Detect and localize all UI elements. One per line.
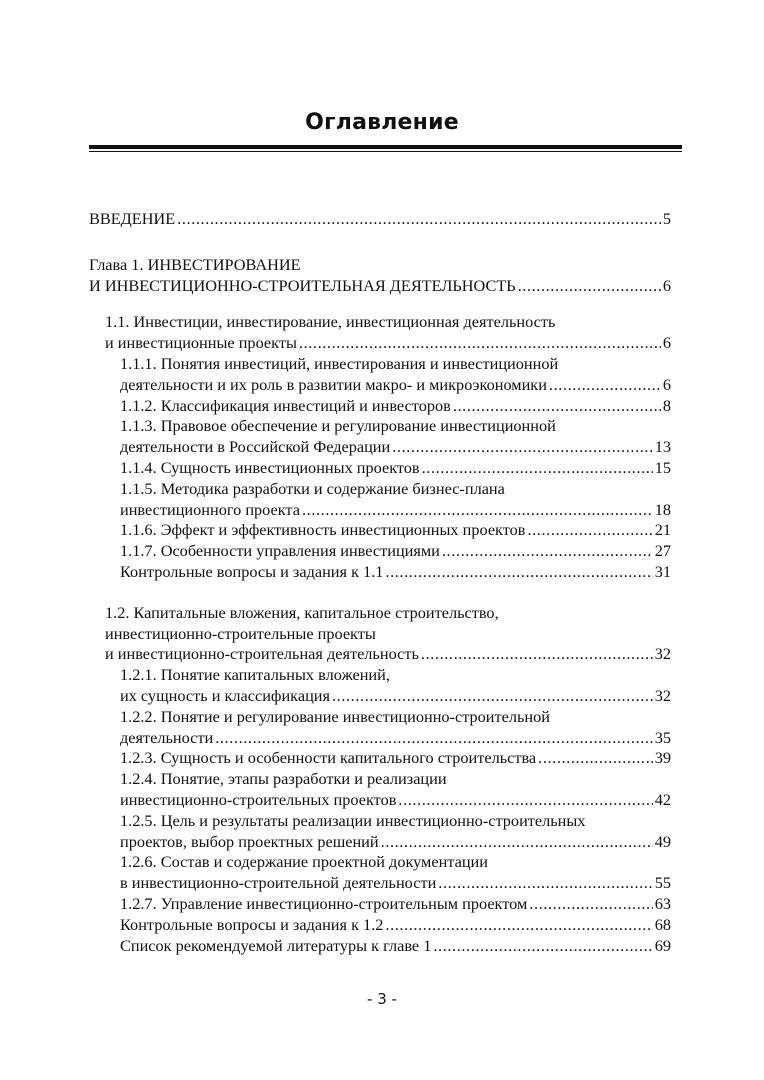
- toc-page-number: 13: [654, 437, 671, 457]
- toc-entry-last-line: [120, 790, 671, 811]
- toc-entry-text: и инвестиционно-строительная деятельность: [105, 644, 419, 664]
- toc-entry-text: инвестиционного проекта: [120, 499, 300, 519]
- dot-leader: [529, 894, 652, 915]
- dot-leader: [381, 832, 653, 853]
- toc-entry-text: деятельности: [120, 727, 214, 747]
- toc-entry-text: 1.2.1. Понятие капитальных вложений,: [120, 665, 390, 685]
- toc-entry-text: 1.2. Капитальные вложения, капитальное строительство,: [105, 602, 499, 622]
- toc-entry-last-line: [120, 375, 671, 396]
- toc-page-number: 42: [654, 789, 671, 809]
- toc-entry-last-line: [120, 520, 671, 541]
- toc-entry[interactable]: [89, 479, 671, 521]
- toc-entry-text: их сущность и классификация: [120, 685, 330, 705]
- toc-page-number: 15: [654, 457, 671, 477]
- toc-entry[interactable]: [89, 562, 671, 583]
- toc-entry[interactable]: [89, 520, 671, 541]
- toc-page-number: 55: [654, 873, 671, 893]
- toc-entry-text: 1.1.6. Эффект и эффективность инвестиционных проектов: [120, 520, 526, 540]
- toc-entry-last-line: [120, 541, 671, 562]
- toc-entry-text: 1.2.5. Цель и результаты реализации инвестиционно-строительных: [120, 810, 586, 830]
- dot-leader: [385, 562, 652, 583]
- toc-page-number: 63: [654, 893, 671, 913]
- toc-entry[interactable]: [89, 354, 671, 396]
- toc-entry[interactable]: [89, 915, 671, 936]
- dot-leader: [438, 873, 652, 894]
- dot-leader: [302, 500, 653, 521]
- dot-leader: [442, 541, 653, 562]
- toc-page-number: 8: [662, 395, 671, 415]
- toc-page-number: 18: [654, 499, 671, 519]
- toc-entry-text: 1.2.6. Состав и содержание проектной документации: [120, 852, 488, 872]
- toc-entry[interactable]: [89, 603, 671, 665]
- toc-entry[interactable]: [89, 707, 671, 749]
- toc-entry[interactable]: [89, 748, 671, 769]
- toc-entry-last-line: [120, 873, 671, 894]
- toc-page-number: 68: [654, 914, 671, 934]
- toc-page-number: 21: [654, 520, 671, 540]
- toc-entry-last-line: [120, 832, 671, 853]
- dot-leader: [453, 396, 661, 417]
- section-gap: [89, 296, 671, 312]
- toc-entry-last-line: [120, 894, 671, 915]
- toc-entry-text: Список рекомендуемой литературы к главе 1: [120, 935, 432, 955]
- dot-leader: [422, 458, 653, 479]
- toc-entry-text: 1.2.7. Управление инвестиционно-строительным проектом: [120, 893, 528, 913]
- toc-entry-text: 1.1.4. Сущность инвестиционных проектов: [120, 457, 420, 477]
- toc-entry-text: в инвестиционно-строительной деятельности: [120, 873, 437, 893]
- toc-entry-text: 1.1.5. Методика разработки и содержание бизнес-плана: [120, 478, 505, 498]
- toc-entry-text: И ИНВЕСТИЦИОННО-СТРОИТЕЛЬНАЯ ДЕЯТЕЛЬНОСТЬ: [89, 275, 516, 295]
- toc-entry-text: 1.1.3. Правовое обеспечение и регулирование инвестиционной: [120, 416, 556, 436]
- toc-entry[interactable]: [89, 936, 671, 957]
- section-gap: [89, 583, 671, 603]
- toc-entry-text: Глава 1. ИНВЕСТИРОВАНИЕ: [89, 254, 301, 274]
- toc-entry-text: инвестиционно-строительных проектов: [120, 789, 397, 809]
- toc-entry[interactable]: [89, 396, 671, 417]
- toc-page-number: 49: [654, 831, 671, 851]
- toc-entry[interactable]: [89, 209, 671, 230]
- toc-entry-last-line: [120, 458, 671, 479]
- toc-entry[interactable]: [89, 458, 671, 479]
- toc-entry[interactable]: [89, 894, 671, 915]
- toc-entry-last-line: [120, 686, 671, 707]
- toc-page-number: 69: [654, 935, 671, 955]
- dot-leader: [549, 375, 661, 396]
- toc-page-number: 6: [662, 374, 671, 394]
- toc-entry-text: проектов, выбор проектных решений: [120, 831, 379, 851]
- dot-leader: [215, 728, 653, 749]
- toc-page-number: 32: [654, 644, 671, 664]
- toc-entry-last-line: [120, 396, 671, 417]
- dot-leader: [527, 520, 652, 541]
- toc-entry-last-line: [120, 748, 671, 769]
- toc-entry-text: 1.1. Инвестиции, инвестирование, инвестиционная деятельность: [105, 312, 556, 332]
- dot-leader: [433, 936, 652, 957]
- toc-page-number: 6: [662, 333, 671, 353]
- section-gap: [89, 230, 671, 255]
- toc-entry-last-line: [105, 644, 671, 665]
- toc-entry-text: ВВЕДЕНИЕ: [89, 209, 176, 228]
- toc-entry[interactable]: [89, 811, 671, 853]
- toc-page-number: 32: [654, 685, 671, 705]
- toc-entry-text: Контрольные вопросы и задания к 1.2: [120, 914, 384, 934]
- toc-entry[interactable]: [89, 255, 671, 297]
- page-number: - 3 -: [367, 990, 397, 1008]
- title-rule-thick: [89, 145, 682, 149]
- toc-entry-text: инвестиционно-строительные проекты: [105, 623, 376, 643]
- toc-entry-text: Контрольные вопросы и задания к 1.1: [120, 561, 384, 581]
- toc-entry-text: 1.1.1. Понятия инвестиций, инвестирования и инвестиционной: [120, 353, 559, 373]
- toc-entry-text: 1.1.7. Особенности управления инвестициями: [120, 541, 440, 561]
- dot-leader: [332, 686, 653, 707]
- toc-entry-last-line: [120, 915, 671, 936]
- toc-entry[interactable]: [89, 665, 671, 707]
- toc-entry-text: и инвестиционные проекты: [105, 333, 297, 353]
- toc-page-number: 27: [654, 541, 671, 561]
- toc-page-number: 5: [662, 209, 671, 228]
- dot-leader: [518, 276, 661, 297]
- toc-page-number: 6: [662, 275, 671, 295]
- toc-entry-last-line: [120, 728, 671, 749]
- toc-entry-text: 1.1.2. Классификация инвестиций и инвесторов: [120, 395, 451, 415]
- toc-entry-last-line: [89, 276, 671, 297]
- toc-entry-text: 1.2.2. Понятие и регулирование инвестиционно-строительной: [120, 706, 550, 726]
- dot-leader: [385, 915, 652, 936]
- toc-entry-last-line: [105, 333, 671, 354]
- toc-entry-last-line: [120, 500, 671, 521]
- toc-entry[interactable]: [89, 852, 671, 894]
- dot-leader: [392, 437, 652, 458]
- toc-entry[interactable]: [89, 416, 671, 458]
- dot-leader: [421, 644, 653, 665]
- dot-leader: [398, 790, 652, 811]
- toc-entry-text: деятельности в Российской Федерации: [120, 437, 391, 457]
- toc-entry-last-line: [89, 209, 671, 230]
- toc-entry-text: деятельности и их роль в развитии макро- и микроэкономики: [120, 374, 547, 394]
- toc-entry[interactable]: [89, 541, 671, 562]
- toc-entry-last-line: [120, 437, 671, 458]
- toc-entry[interactable]: [89, 312, 671, 354]
- toc-entry-text: 1.2.3. Сущность и особенности капитального строительства: [120, 748, 537, 768]
- toc-entry[interactable]: [89, 769, 671, 811]
- toc-page-number: 39: [654, 748, 671, 768]
- dot-leader: [177, 209, 661, 230]
- toc-entry-last-line: [120, 562, 671, 583]
- toc-entry-text: 1.2.4. Понятие, этапы разработки и реализации: [120, 769, 447, 789]
- table-of-contents: [89, 209, 671, 956]
- toc-page-number: 35: [654, 727, 671, 747]
- dot-leader: [299, 333, 661, 354]
- title-rule-thin: [89, 151, 682, 152]
- toc-entry-last-line: [120, 936, 671, 957]
- page-title: Оглавление: [305, 110, 459, 135]
- toc-page-number: 31: [654, 561, 671, 581]
- dot-leader: [538, 748, 653, 769]
